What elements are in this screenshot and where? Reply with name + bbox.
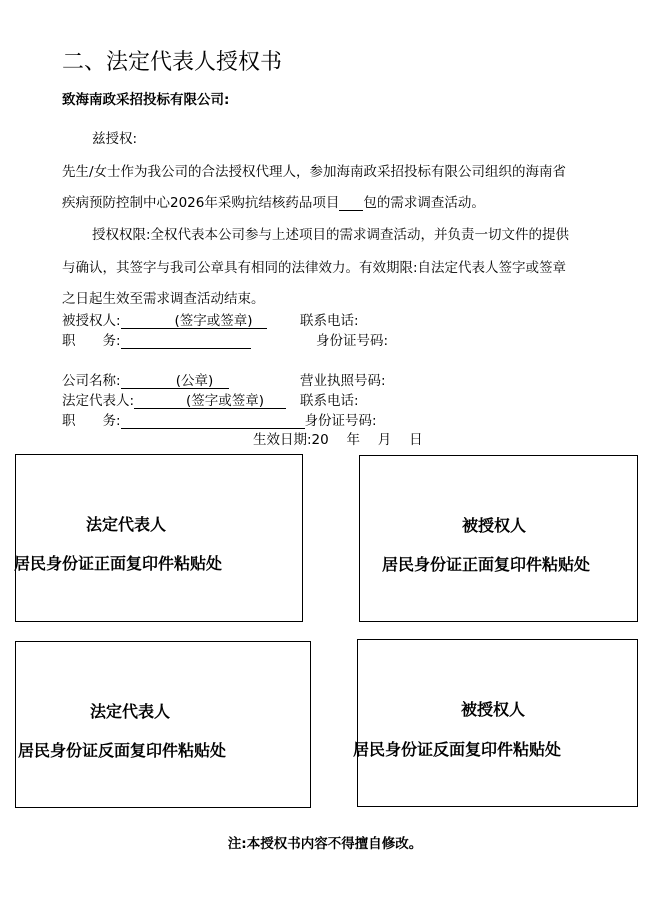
agent-position-field[interactable]: [121, 332, 251, 349]
package-blank[interactable]: [339, 194, 363, 211]
rep-row: [62, 392, 286, 410]
company-name-row: [62, 372, 229, 390]
company-seal-field[interactable]: [121, 372, 229, 389]
box-caption: 居民身份证正面复印件粘贴处: [382, 555, 591, 574]
box-title: 法定代表人: [90, 702, 171, 721]
agent-phone-label: 联系电话:: [300, 313, 359, 329]
paragraph-text: 疾病预防控制中心2026年采购抗结核药品项目: [62, 195, 340, 211]
effective-date: 生效日期:20 年 月 日: [253, 432, 423, 448]
box-title: 被授权人: [462, 516, 527, 535]
rep-position-row: [62, 412, 377, 430]
agent-position-row: [62, 332, 251, 350]
agent-position-label: 职 务:: [62, 333, 121, 349]
page-title: 二、法定代表人授权书: [62, 50, 283, 75]
box-caption: 居民身份证正面复印件粘贴处: [14, 554, 223, 573]
box-title: 法定代表人: [86, 515, 167, 534]
paragraph-line: 与确认，其签字与我司公章具有相同的法律效力。有效期限:自法定代表人签字或签章: [62, 260, 567, 276]
footer-note: 注:本授权书内容不得擅自修改。: [227, 836, 423, 852]
paragraph-line: 先生/女士作为我公司的合法授权代理人，参加海南政采招投标有限公司组织的海南省: [62, 164, 567, 180]
rep-sign-field[interactable]: [134, 392, 286, 409]
rep-label: 法定代表人:: [62, 393, 135, 409]
agent-name-row: [62, 312, 267, 330]
paragraph-line: [62, 194, 485, 212]
seal-hint: (公章): [175, 373, 214, 389]
paragraph-text: 包的需求调查活动。: [363, 195, 485, 211]
company-name-label: 公司名称:: [62, 373, 121, 389]
sign-hint: (签字或签章): [174, 313, 253, 329]
rep-phone-label: 联系电话:: [300, 393, 359, 409]
box-caption: 居民身份证反面复印件粘贴处: [18, 741, 227, 760]
id-back-paste-area-agent: [353, 639, 638, 807]
addressee: 致海南政采招投标有限公司:: [62, 92, 230, 108]
license-label: 营业执照号码:: [300, 373, 386, 389]
sign-hint: (签字或签章): [186, 393, 265, 409]
id-front-paste-area-agent: [359, 455, 638, 622]
rep-position-field[interactable]: [121, 412, 305, 429]
id-back-paste-area-rep: [15, 641, 311, 808]
rep-id-label: 身份证号码:: [304, 413, 377, 429]
paragraph-line: 授权权限:全权代表本公司参与上述项目的需求调查活动，并负责一切文件的提供: [92, 227, 570, 243]
agent-name-label: 被授权人:: [62, 313, 121, 329]
box-title: 被授权人: [461, 700, 526, 719]
id-front-paste-area-rep: [15, 454, 303, 622]
agent-sign-field[interactable]: [121, 312, 267, 329]
paragraph-line: 之日起生效至需求调查活动结束。: [62, 291, 265, 307]
box-caption: 居民身份证反面复印件粘贴处: [353, 740, 562, 759]
agent-id-label: 身份证号码:: [316, 333, 389, 349]
rep-position-label: 职 务:: [62, 413, 121, 429]
grant-text: 兹授权:: [92, 131, 138, 147]
